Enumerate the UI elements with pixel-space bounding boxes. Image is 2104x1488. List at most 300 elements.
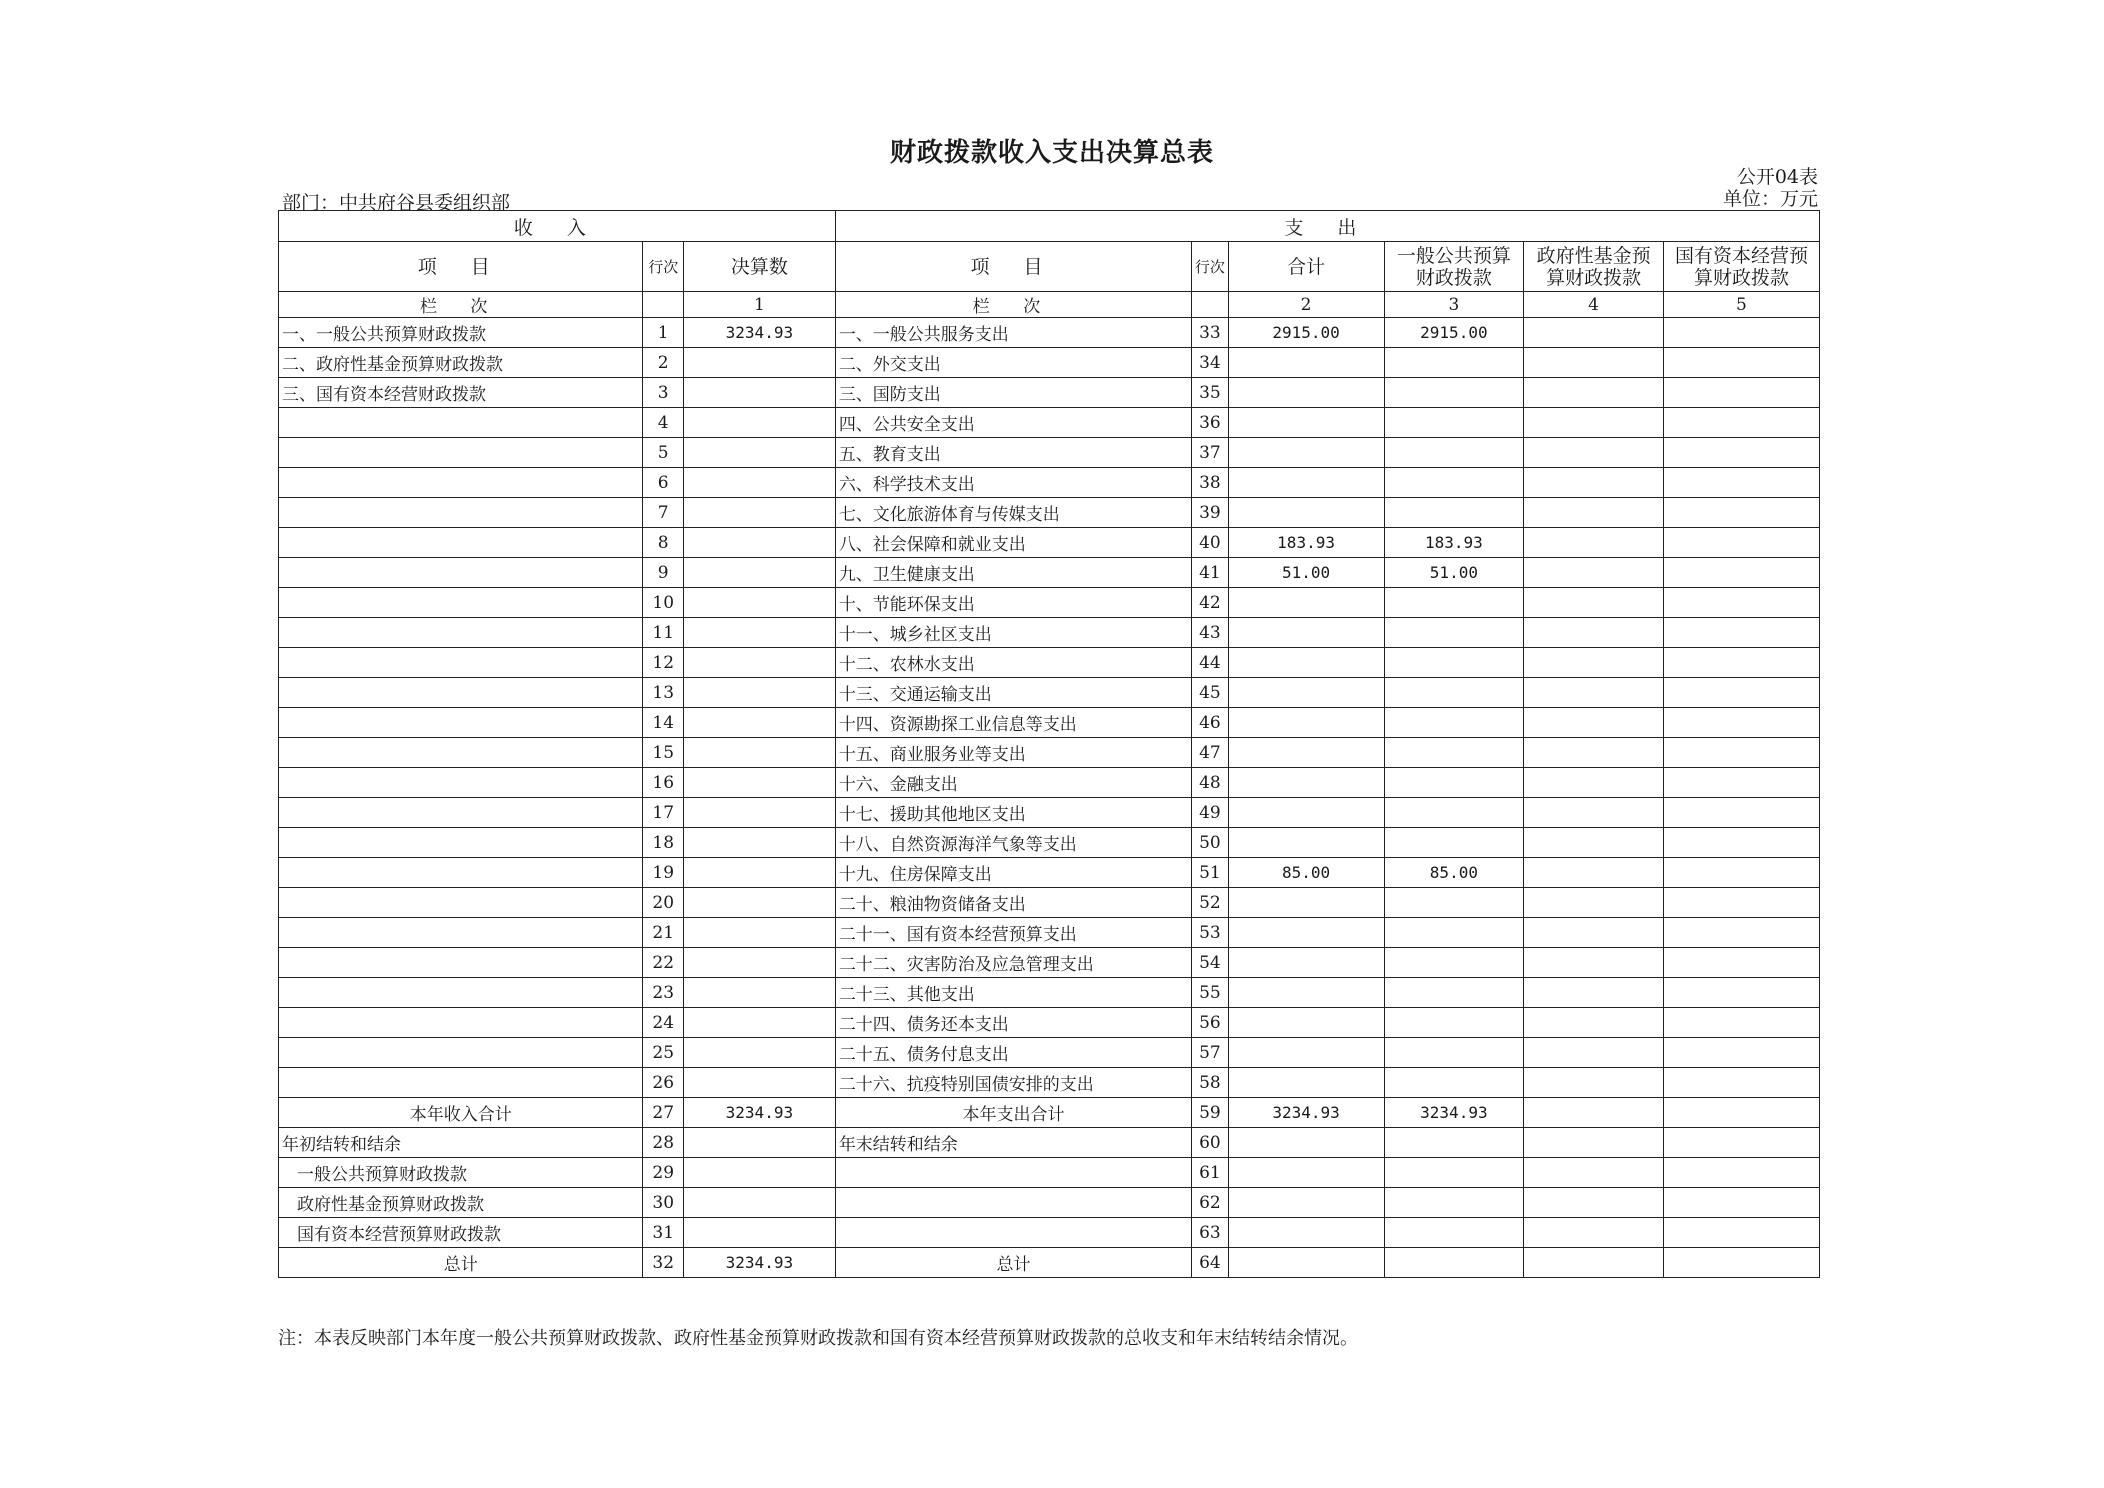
income-amount-cell xyxy=(683,708,835,738)
income-row-no-cell: 8 xyxy=(643,528,683,558)
gov-fund-cell xyxy=(1524,558,1664,588)
col-num-2: 2 xyxy=(1228,292,1384,318)
expense-row-no-cell: 43 xyxy=(1192,618,1228,648)
table-row xyxy=(279,1068,1820,1098)
total-header: 合计 xyxy=(1228,242,1384,292)
col-num-4: 4 xyxy=(1524,292,1664,318)
expense-item-cell: 本年支出合计 xyxy=(835,1098,1191,1128)
expense-row-no-cell: 34 xyxy=(1192,348,1228,378)
state-capital-cell xyxy=(1663,1068,1819,1098)
gov-fund-cell xyxy=(1524,768,1664,798)
income-item-cell xyxy=(279,468,643,498)
state-capital-cell xyxy=(1663,648,1819,678)
income-item-cell xyxy=(279,828,643,858)
unit-label: 单位：万元 xyxy=(1722,188,1818,210)
income-amount-cell xyxy=(683,768,835,798)
general-budget-cell xyxy=(1384,1008,1524,1038)
total-cell xyxy=(1228,918,1384,948)
income-item-cell xyxy=(279,738,643,768)
income-amount-cell xyxy=(683,528,835,558)
income-amount-cell xyxy=(683,408,835,438)
general-budget-cell xyxy=(1384,918,1524,948)
state-capital-cell xyxy=(1663,1128,1819,1158)
total-cell xyxy=(1228,1008,1384,1038)
income-amount-cell xyxy=(683,1128,835,1158)
state-capital-cell xyxy=(1663,378,1819,408)
income-amount-cell xyxy=(683,978,835,1008)
gov-fund-cell xyxy=(1524,318,1664,348)
state-capital-cell xyxy=(1663,798,1819,828)
total-cell xyxy=(1228,948,1384,978)
income-item-cell: 政府性基金预算财政拨款 xyxy=(279,1188,643,1218)
expense-item-cell xyxy=(835,1158,1191,1188)
expense-row-no-cell: 53 xyxy=(1192,918,1228,948)
income-row-no-cell: 30 xyxy=(643,1188,683,1218)
income-amount-cell xyxy=(683,1218,835,1248)
gov-fund-cell xyxy=(1524,1128,1664,1158)
income-amount-cell xyxy=(683,738,835,768)
income-item-cell xyxy=(279,678,643,708)
expense-row-no-cell: 37 xyxy=(1192,438,1228,468)
income-row-no-header: 行次 xyxy=(643,242,683,292)
general-budget-header: 一般公共预算财政拨款 xyxy=(1384,242,1524,292)
income-item-cell: 总计 xyxy=(279,1248,643,1278)
state-capital-cell xyxy=(1663,708,1819,738)
expense-item-cell xyxy=(835,1188,1191,1218)
income-item-cell xyxy=(279,648,643,678)
expense-row-no-cell: 57 xyxy=(1192,1038,1228,1068)
income-item-cell xyxy=(279,558,643,588)
income-row-no-cell: 5 xyxy=(643,438,683,468)
state-capital-cell xyxy=(1663,1248,1819,1278)
income-column-label: 栏 次 xyxy=(279,292,643,318)
expense-item-cell: 二十四、债务还本支出 xyxy=(835,1008,1191,1038)
gov-fund-cell xyxy=(1524,1038,1664,1068)
income-row-no-cell: 2 xyxy=(643,348,683,378)
empty-cell xyxy=(1192,292,1228,318)
total-cell xyxy=(1228,708,1384,738)
income-row-no-cell: 13 xyxy=(643,678,683,708)
total-cell xyxy=(1228,978,1384,1008)
section-header-row xyxy=(279,211,1820,242)
income-amount-cell xyxy=(683,918,835,948)
income-item-cell xyxy=(279,858,643,888)
gov-fund-cell xyxy=(1524,648,1664,678)
total-cell: 3234.93 xyxy=(1228,1098,1384,1128)
income-row-no-cell: 24 xyxy=(643,1008,683,1038)
expense-item-header: 项 目 xyxy=(835,242,1191,292)
income-row-no-cell: 21 xyxy=(643,918,683,948)
expense-item-cell: 四、公共安全支出 xyxy=(835,408,1191,438)
table-row xyxy=(279,498,1820,528)
state-capital-cell xyxy=(1663,1008,1819,1038)
state-capital-cell xyxy=(1663,318,1819,348)
general-budget-cell xyxy=(1384,468,1524,498)
gov-fund-cell xyxy=(1524,678,1664,708)
state-capital-cell xyxy=(1663,888,1819,918)
income-row-no-cell: 18 xyxy=(643,828,683,858)
table-row xyxy=(279,888,1820,918)
table-row xyxy=(279,648,1820,678)
income-item-cell xyxy=(279,768,643,798)
income-item-cell: 一般公共预算财政拨款 xyxy=(279,1158,643,1188)
income-item-header: 项 目 xyxy=(279,242,643,292)
income-item-cell xyxy=(279,1068,643,1098)
total-cell xyxy=(1228,1218,1384,1248)
general-budget-cell xyxy=(1384,648,1524,678)
income-amount-cell xyxy=(683,1188,835,1218)
expense-item-cell: 五、教育支出 xyxy=(835,438,1191,468)
income-item-cell: 本年收入合计 xyxy=(279,1098,643,1128)
expense-item-cell xyxy=(835,1218,1191,1248)
income-amount-cell xyxy=(683,1158,835,1188)
expense-item-cell: 一、一般公共服务支出 xyxy=(835,318,1191,348)
expense-item-cell: 二、外交支出 xyxy=(835,348,1191,378)
total-cell xyxy=(1228,1188,1384,1218)
income-row-no-cell: 1 xyxy=(643,318,683,348)
income-item-cell xyxy=(279,618,643,648)
total-cell xyxy=(1228,438,1384,468)
expense-item-cell: 七、文化旅游体育与传媒支出 xyxy=(835,498,1191,528)
table-row xyxy=(279,858,1820,888)
general-budget-cell xyxy=(1384,1188,1524,1218)
final-amount-header: 决算数 xyxy=(683,242,835,292)
income-row-no-cell: 25 xyxy=(643,1038,683,1068)
expense-section-header: 支 出 xyxy=(835,211,1819,242)
expense-item-cell: 二十六、抗疫特别国债安排的支出 xyxy=(835,1068,1191,1098)
state-capital-cell xyxy=(1663,858,1819,888)
expense-item-cell: 十九、住房保障支出 xyxy=(835,858,1191,888)
total-cell xyxy=(1228,408,1384,438)
total-cell xyxy=(1228,1128,1384,1158)
footnote: 注：本表反映部门本年度一般公共预算财政拨款、政府性基金预算财政拨款和国有资本经营预算财政拨款的总收支和年末结转结余情况。 xyxy=(278,1328,1358,1349)
expense-item-cell: 二十、粮油物资储备支出 xyxy=(835,888,1191,918)
table-row xyxy=(279,978,1820,1008)
expense-item-cell: 二十二、灾害防治及应急管理支出 xyxy=(835,948,1191,978)
general-budget-cell xyxy=(1384,888,1524,918)
income-row-no-cell: 27 xyxy=(643,1098,683,1128)
gov-fund-cell xyxy=(1524,918,1664,948)
income-amount-cell: 3234.93 xyxy=(683,1098,835,1128)
expense-row-no-cell: 61 xyxy=(1192,1158,1228,1188)
state-capital-cell xyxy=(1663,1188,1819,1218)
income-row-no-cell: 20 xyxy=(643,888,683,918)
income-item-cell: 一、一般公共预算财政拨款 xyxy=(279,318,643,348)
expense-item-cell: 十二、农林水支出 xyxy=(835,648,1191,678)
gov-fund-cell xyxy=(1524,588,1664,618)
expense-row-no-cell: 49 xyxy=(1192,798,1228,828)
income-item-cell xyxy=(279,978,643,1008)
total-cell xyxy=(1228,588,1384,618)
income-row-no-cell: 11 xyxy=(643,618,683,648)
expense-row-no-cell: 46 xyxy=(1192,708,1228,738)
general-budget-cell xyxy=(1384,438,1524,468)
gov-fund-cell xyxy=(1524,1188,1664,1218)
gov-fund-cell xyxy=(1524,738,1664,768)
expense-row-no-cell: 59 xyxy=(1192,1098,1228,1128)
income-amount-cell xyxy=(683,588,835,618)
col-num-3: 3 xyxy=(1384,292,1524,318)
general-budget-cell: 183.93 xyxy=(1384,528,1524,558)
state-capital-cell xyxy=(1663,1038,1819,1068)
general-budget-cell xyxy=(1384,588,1524,618)
general-budget-cell xyxy=(1384,348,1524,378)
state-capital-cell xyxy=(1663,588,1819,618)
income-amount-cell xyxy=(683,888,835,918)
col-num-1: 1 xyxy=(683,292,835,318)
gov-fund-cell xyxy=(1524,468,1664,498)
table-row xyxy=(279,738,1820,768)
income-amount-cell xyxy=(683,1038,835,1068)
expense-item-cell: 八、社会保障和就业支出 xyxy=(835,528,1191,558)
expense-row-no-cell: 41 xyxy=(1192,558,1228,588)
state-capital-cell xyxy=(1663,528,1819,558)
total-cell: 183.93 xyxy=(1228,528,1384,558)
income-section-header: 收 入 xyxy=(279,211,836,242)
gov-fund-cell xyxy=(1524,618,1664,648)
state-capital-cell xyxy=(1663,768,1819,798)
income-amount-cell xyxy=(683,678,835,708)
general-budget-cell xyxy=(1384,1038,1524,1068)
finance-table xyxy=(278,210,1820,1278)
general-budget-cell xyxy=(1384,1128,1524,1158)
expense-row-no-cell: 52 xyxy=(1192,888,1228,918)
total-cell xyxy=(1228,678,1384,708)
state-capital-cell xyxy=(1663,438,1819,468)
gov-fund-cell xyxy=(1524,1098,1664,1128)
income-amount-cell xyxy=(683,948,835,978)
table-row xyxy=(279,708,1820,738)
income-item-cell xyxy=(279,798,643,828)
state-capital-cell xyxy=(1663,918,1819,948)
expense-row-no-cell: 42 xyxy=(1192,588,1228,618)
table-row xyxy=(279,528,1820,558)
table-row xyxy=(279,1008,1820,1038)
total-cell xyxy=(1228,1158,1384,1188)
income-item-cell xyxy=(279,528,643,558)
gov-fund-cell xyxy=(1524,798,1664,828)
form-code: 公开04表 xyxy=(1736,166,1818,188)
table-row xyxy=(279,948,1820,978)
col-num-5: 5 xyxy=(1663,292,1819,318)
state-capital-cell xyxy=(1663,948,1819,978)
table-row xyxy=(279,348,1820,378)
general-budget-cell xyxy=(1384,798,1524,828)
table-row xyxy=(279,588,1820,618)
general-budget-cell xyxy=(1384,408,1524,438)
expense-item-cell: 十五、商业服务业等支出 xyxy=(835,738,1191,768)
table-row xyxy=(279,828,1820,858)
expense-row-no-cell: 50 xyxy=(1192,828,1228,858)
general-budget-cell: 51.00 xyxy=(1384,558,1524,588)
total-cell xyxy=(1228,378,1384,408)
state-capital-header: 国有资本经营预算财政拨款 xyxy=(1663,242,1819,292)
department-label: 部门：中共府谷县委组织部 xyxy=(282,192,511,214)
general-budget-cell: 2915.00 xyxy=(1384,318,1524,348)
total-cell: 2915.00 xyxy=(1228,318,1384,348)
total-cell xyxy=(1228,738,1384,768)
income-amount-cell xyxy=(683,1008,835,1038)
expense-item-cell: 总计 xyxy=(835,1248,1191,1278)
expense-row-no-cell: 58 xyxy=(1192,1068,1228,1098)
table-row xyxy=(279,558,1820,588)
income-row-no-cell: 16 xyxy=(643,768,683,798)
income-item-cell xyxy=(279,1008,643,1038)
gov-fund-cell xyxy=(1524,348,1664,378)
income-row-no-cell: 12 xyxy=(643,648,683,678)
table-row xyxy=(279,408,1820,438)
table-row xyxy=(279,768,1820,798)
general-budget-cell xyxy=(1384,678,1524,708)
expense-row-no-cell: 40 xyxy=(1192,528,1228,558)
income-amount-cell xyxy=(683,498,835,528)
total-cell xyxy=(1228,648,1384,678)
expense-row-no-cell: 45 xyxy=(1192,678,1228,708)
income-row-no-cell: 3 xyxy=(643,378,683,408)
expense-row-no-cell: 60 xyxy=(1192,1128,1228,1158)
income-row-no-cell: 14 xyxy=(643,708,683,738)
gov-fund-cell xyxy=(1524,948,1664,978)
total-cell xyxy=(1228,498,1384,528)
income-item-cell xyxy=(279,1038,643,1068)
gov-fund-cell xyxy=(1524,1008,1664,1038)
income-row-no-cell: 6 xyxy=(643,468,683,498)
income-item-cell xyxy=(279,588,643,618)
general-budget-cell xyxy=(1384,378,1524,408)
state-capital-cell xyxy=(1663,978,1819,1008)
expense-row-no-cell: 63 xyxy=(1192,1218,1228,1248)
gov-fund-cell xyxy=(1524,828,1664,858)
income-item-cell xyxy=(279,918,643,948)
expense-row-no-cell: 51 xyxy=(1192,858,1228,888)
income-item-cell xyxy=(279,408,643,438)
expense-column-label: 栏 次 xyxy=(835,292,1191,318)
gov-fund-header: 政府性基金预算财政拨款 xyxy=(1524,242,1664,292)
table-row xyxy=(279,1038,1820,1068)
income-row-no-cell: 22 xyxy=(643,948,683,978)
state-capital-cell xyxy=(1663,348,1819,378)
expense-item-cell: 十四、资源勘探工业信息等支出 xyxy=(835,708,1191,738)
income-item-cell: 国有资本经营预算财政拨款 xyxy=(279,1218,643,1248)
expense-item-cell: 十七、援助其他地区支出 xyxy=(835,798,1191,828)
expense-row-no-cell: 38 xyxy=(1192,468,1228,498)
income-amount-cell xyxy=(683,798,835,828)
general-budget-cell xyxy=(1384,828,1524,858)
income-amount-cell xyxy=(683,858,835,888)
table-row xyxy=(279,798,1820,828)
expense-row-no-cell: 47 xyxy=(1192,738,1228,768)
expense-item-cell: 十一、城乡社区支出 xyxy=(835,618,1191,648)
gov-fund-cell xyxy=(1524,888,1664,918)
income-amount-cell xyxy=(683,618,835,648)
gov-fund-cell xyxy=(1524,438,1664,468)
expense-item-cell: 十、节能环保支出 xyxy=(835,588,1191,618)
summary-row xyxy=(279,1248,1820,1278)
state-capital-cell xyxy=(1663,618,1819,648)
total-cell xyxy=(1228,888,1384,918)
income-row-no-cell: 32 xyxy=(643,1248,683,1278)
income-amount-cell: 3234.93 xyxy=(683,318,835,348)
gov-fund-cell xyxy=(1524,708,1664,738)
expense-item-cell: 十三、交通运输支出 xyxy=(835,678,1191,708)
summary-row xyxy=(279,1128,1820,1158)
total-cell xyxy=(1228,1038,1384,1068)
summary-row xyxy=(279,1098,1820,1128)
income-amount-cell: 3234.93 xyxy=(683,1248,835,1278)
general-budget-cell xyxy=(1384,1218,1524,1248)
income-item-cell xyxy=(279,948,643,978)
total-cell xyxy=(1228,798,1384,828)
expense-row-no-cell: 48 xyxy=(1192,768,1228,798)
income-row-no-cell: 19 xyxy=(643,858,683,888)
expense-item-cell: 二十一、国有资本经营预算支出 xyxy=(835,918,1191,948)
income-row-no-cell: 15 xyxy=(643,738,683,768)
column-number-row xyxy=(279,292,1820,318)
income-item-cell xyxy=(279,438,643,468)
income-row-no-cell: 31 xyxy=(643,1218,683,1248)
income-amount-cell xyxy=(683,828,835,858)
table-row xyxy=(279,438,1820,468)
income-row-no-cell: 29 xyxy=(643,1158,683,1188)
income-row-no-cell: 23 xyxy=(643,978,683,1008)
state-capital-cell xyxy=(1663,738,1819,768)
total-cell xyxy=(1228,1248,1384,1278)
income-amount-cell xyxy=(683,378,835,408)
gov-fund-cell xyxy=(1524,978,1664,1008)
gov-fund-cell xyxy=(1524,1068,1664,1098)
total-cell xyxy=(1228,618,1384,648)
total-cell: 51.00 xyxy=(1228,558,1384,588)
expense-item-cell: 十八、自然资源海洋气象等支出 xyxy=(835,828,1191,858)
expense-row-no-cell: 35 xyxy=(1192,378,1228,408)
income-item-cell xyxy=(279,498,643,528)
expense-row-no-cell: 54 xyxy=(1192,948,1228,978)
income-row-no-cell: 7 xyxy=(643,498,683,528)
state-capital-cell xyxy=(1663,468,1819,498)
total-cell xyxy=(1228,348,1384,378)
general-budget-cell xyxy=(1384,1068,1524,1098)
expense-row-no-cell: 39 xyxy=(1192,498,1228,528)
empty-cell xyxy=(643,292,683,318)
income-row-no-cell: 28 xyxy=(643,1128,683,1158)
state-capital-cell xyxy=(1663,828,1819,858)
income-row-no-cell: 10 xyxy=(643,588,683,618)
state-capital-cell xyxy=(1663,1098,1819,1128)
expense-item-cell: 二十五、债务付息支出 xyxy=(835,1038,1191,1068)
general-budget-cell xyxy=(1384,768,1524,798)
expense-row-no-cell: 36 xyxy=(1192,408,1228,438)
gov-fund-cell xyxy=(1524,1218,1664,1248)
meta-right xyxy=(1723,166,1818,210)
summary-row xyxy=(279,1218,1820,1248)
expense-item-cell: 六、科学技术支出 xyxy=(835,468,1191,498)
gov-fund-cell xyxy=(1524,528,1664,558)
column-header-row xyxy=(279,242,1820,292)
total-cell: 85.00 xyxy=(1228,858,1384,888)
gov-fund-cell xyxy=(1524,498,1664,528)
expense-row-no-cell: 44 xyxy=(1192,648,1228,678)
income-amount-cell xyxy=(683,468,835,498)
gov-fund-cell xyxy=(1524,1158,1664,1188)
income-amount-cell xyxy=(683,438,835,468)
state-capital-cell xyxy=(1663,498,1819,528)
general-budget-cell xyxy=(1384,1248,1524,1278)
table-row xyxy=(279,918,1820,948)
expense-row-no-cell: 62 xyxy=(1192,1188,1228,1218)
page-title: 财政拨款收入支出决算总表 xyxy=(889,138,1214,168)
general-budget-cell xyxy=(1384,498,1524,528)
income-item-cell: 年初结转和结余 xyxy=(279,1128,643,1158)
